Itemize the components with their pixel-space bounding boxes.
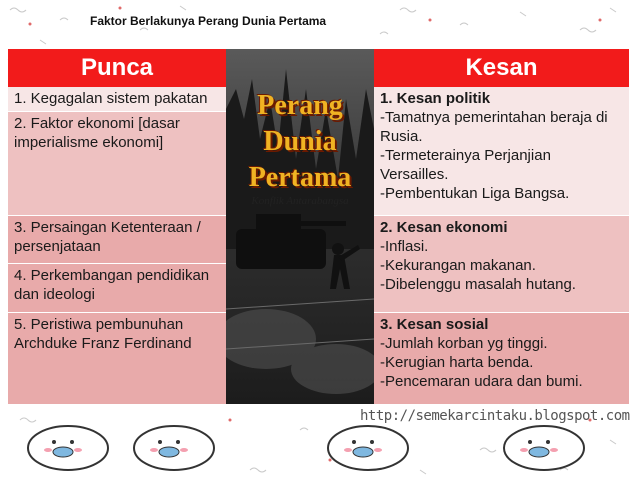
punca-item-2 [8, 112, 226, 216]
kesan-sosial-item: -Jumlah korban yg tinggi. [380, 335, 548, 352]
punca-item-4 [8, 264, 226, 313]
seal-mascot-icon [24, 412, 112, 474]
punca-item-1-text: 1. Kegagalan sistem pakatan [14, 90, 208, 107]
punca-item-4-text: 4. Perkembangan pendidikan dan ideologi [14, 267, 210, 303]
kesan-sosial-item: -Pencemaran udara dan bumi. [380, 373, 583, 390]
kesan-ekonomi-heading: 2. Kesan ekonomi [380, 219, 508, 236]
kesan-politik-item: -Tamatnya pemerintahan beraja di Rusia. [380, 109, 608, 145]
kesan-politik-item: -Pembentukan Liga Bangsa. [380, 185, 570, 202]
image-subtitle: Konflik Antarabangsa [251, 195, 349, 207]
kesan-sosial-block [374, 313, 629, 404]
kesan-politik-item: -Termeterainya Perjanjian Versailles. [380, 147, 551, 183]
seal-mascot-icon [500, 412, 588, 474]
seal-mascot-icon [130, 412, 218, 474]
kesan-sosial-item: -Kerugian harta benda. [380, 354, 534, 371]
kesan-ekonomi-item: -Inflasi. [380, 238, 429, 255]
punca-item-3 [8, 216, 226, 264]
image-title-line1: Perang [257, 90, 343, 121]
punca-item-5 [8, 313, 226, 404]
punca-item-3-text: 3. Persaingan Ketenteraan / persenjataan [14, 219, 201, 255]
kesan-ekonomi-item: -Kekurangan makanan. [380, 257, 536, 274]
image-title-line3: Pertama [248, 162, 352, 193]
war-image [226, 49, 374, 404]
kesan-politik-heading: 1. Kesan politik [380, 90, 491, 107]
kesan-politik-block [374, 87, 629, 216]
kesan-ekonomi-block [374, 216, 629, 313]
punca-item-2-text: 2. Faktor ekonomi [dasar imperialisme ekonomi] [14, 115, 180, 151]
image-title-line2: Dunia [263, 126, 337, 157]
punca-item-1 [8, 87, 226, 112]
kesan-sosial-heading: 3. Kesan sosial [380, 316, 489, 333]
kesan-header: Kesan [374, 49, 629, 87]
punca-header: Punca [8, 49, 226, 87]
punca-item-5-text: 5. Peristiwa pembunuhan Archduke Franz Ferdinand [14, 316, 192, 352]
kesan-ekonomi-item: -Dibelenggu masalah hutang. [380, 276, 576, 293]
seal-mascot-icon [324, 412, 412, 474]
blog-url: http://semekarcintaku.blogspot.com [360, 408, 630, 424]
slide-title: Faktor Berlakunya Perang Dunia Pertama [90, 14, 327, 28]
